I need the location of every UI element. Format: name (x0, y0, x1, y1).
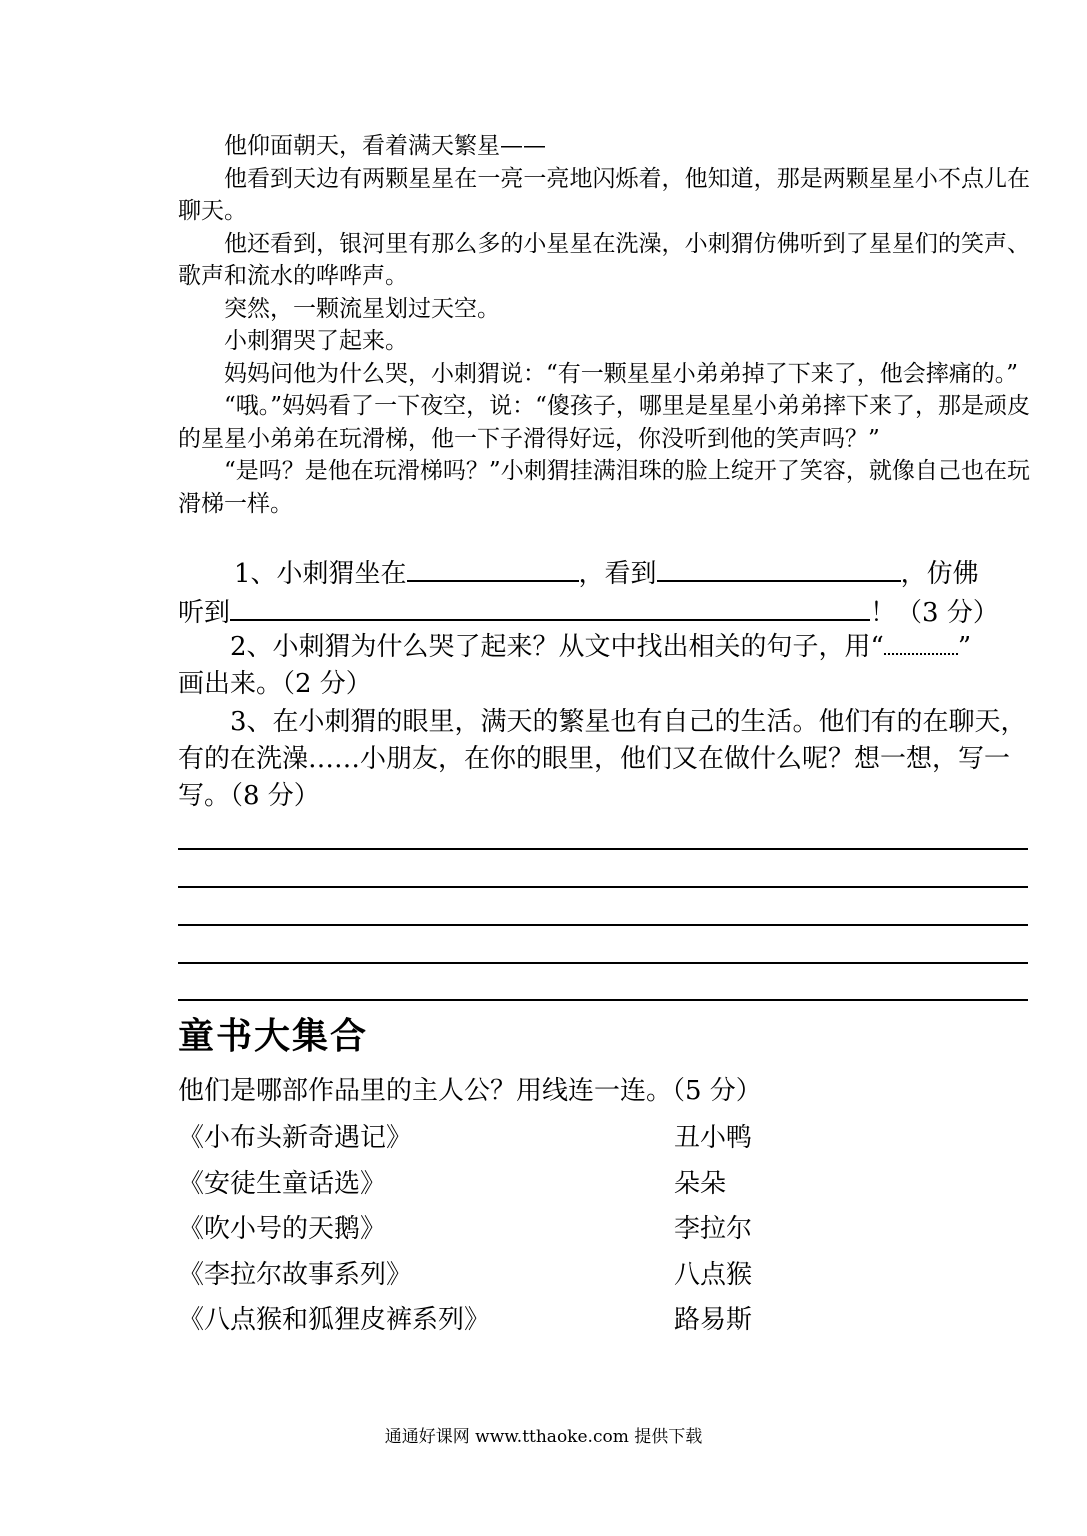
question-3 (178, 704, 1030, 815)
section-title: 童书大集合 (178, 1016, 369, 1057)
question-2 (178, 629, 1030, 703)
question-1-text-a: 1、小刺猬坐在 (234, 559, 407, 589)
answer-line[interactable] (178, 848, 1028, 850)
answer-blank-hear[interactable] (230, 593, 870, 621)
answer-blank-sit[interactable] (407, 554, 579, 582)
book-title[interactable]: 《李拉尔故事系列》 (178, 1259, 413, 1290)
story-paragraph: 他看到天边有两颗星星在一亮一亮地闪烁着，他知道，那是两颗星星小不点儿在聊天。 (178, 165, 1030, 224)
story-paragraph: 他还看到，银河里有那么多的小星星在洗澡，小刺猬仿佛听到了星星们的笑声、歌声和流水的哗哗声。 (178, 230, 1030, 289)
matching-row (178, 1209, 878, 1255)
question-1-text-e: ！（3 分） (870, 598, 999, 628)
question-2-text-b: ” (957, 632, 972, 662)
story-paragraph: “哦。”妈妈看了一下夜空，说：“傻孩子，哪里是星星小弟弟摔下来了，那是顽皮的星星小弟弟在玩滑梯，他一下子滑得好远，你没听到他的笑声吗？” (178, 393, 1030, 452)
story-passage (178, 130, 1030, 520)
story-paragraph: “是吗？是他在玩滑梯吗？”小刺猬挂满泪珠的脸上绽开了笑容，就像自己也在玩滑梯一样。 (178, 458, 1030, 517)
matching-row (178, 1164, 878, 1210)
story-paragraph: 他仰面朝天，看着满天繁星—— (224, 133, 546, 159)
question-2-text-a: 2、小刺猬为什么哭了起来？从文中找出相关的句子，用“ (230, 632, 884, 662)
answer-line[interactable] (178, 999, 1028, 1001)
matching-list (178, 1118, 878, 1346)
answer-line[interactable] (178, 962, 1028, 964)
book-title[interactable]: 《小布头新奇遇记》 (178, 1123, 413, 1153)
matching-row (178, 1300, 878, 1346)
question-2-text-c: 画出来。（2 分） (178, 669, 372, 699)
question-3-text: 3、在小刺猬的眼里，满天的繁星也有自己的生活。他们有的在聊天，有的在洗澡……小朋友，在你的眼里，他们又在做什么呢？想一想，写一写。（8 分） (178, 707, 1027, 811)
question-1-text-c: ，仿佛 (900, 559, 979, 589)
book-title[interactable]: 《吹小号的天鹅》 (178, 1214, 387, 1244)
wavy-underline-mark (884, 631, 958, 655)
matching-row (178, 1255, 878, 1301)
answer-line[interactable] (178, 886, 1028, 888)
question-1 (178, 554, 1030, 632)
question-1-text-d: 听到 (178, 598, 231, 628)
protagonist-name[interactable]: 八点猴 (674, 1259, 753, 1290)
matching-row (178, 1118, 878, 1164)
book-title[interactable]: 《安徒生童话选》 (178, 1168, 387, 1199)
protagonist-name[interactable]: 朵朵 (674, 1168, 727, 1199)
page-footer: 通通好课网 www.tthaoke.com 提供下载 (384, 1427, 703, 1447)
story-paragraph: 突然，一颗流星划过天空。 (224, 295, 500, 322)
protagonist-name[interactable]: 丑小鸭 (674, 1123, 753, 1153)
answer-blank-see[interactable] (657, 554, 901, 582)
story-paragraph: 小刺猬哭了起来。 (224, 328, 408, 354)
story-paragraph: 妈妈问他为什么哭，小刺猬说：“有一颗星星小弟弟掉了下来了，他会摔痛的。” (224, 360, 1019, 387)
protagonist-name[interactable]: 李拉尔 (674, 1214, 753, 1244)
question-1-text-b: ，看到 (578, 559, 657, 589)
answer-line[interactable] (178, 924, 1028, 926)
section-instruction: 他们是哪部作品里的主人公？用线连一连。（5 分） (178, 1076, 762, 1106)
protagonist-name[interactable]: 路易斯 (674, 1305, 753, 1335)
book-title[interactable]: 《八点猴和狐狸皮裤系列》 (178, 1305, 491, 1335)
